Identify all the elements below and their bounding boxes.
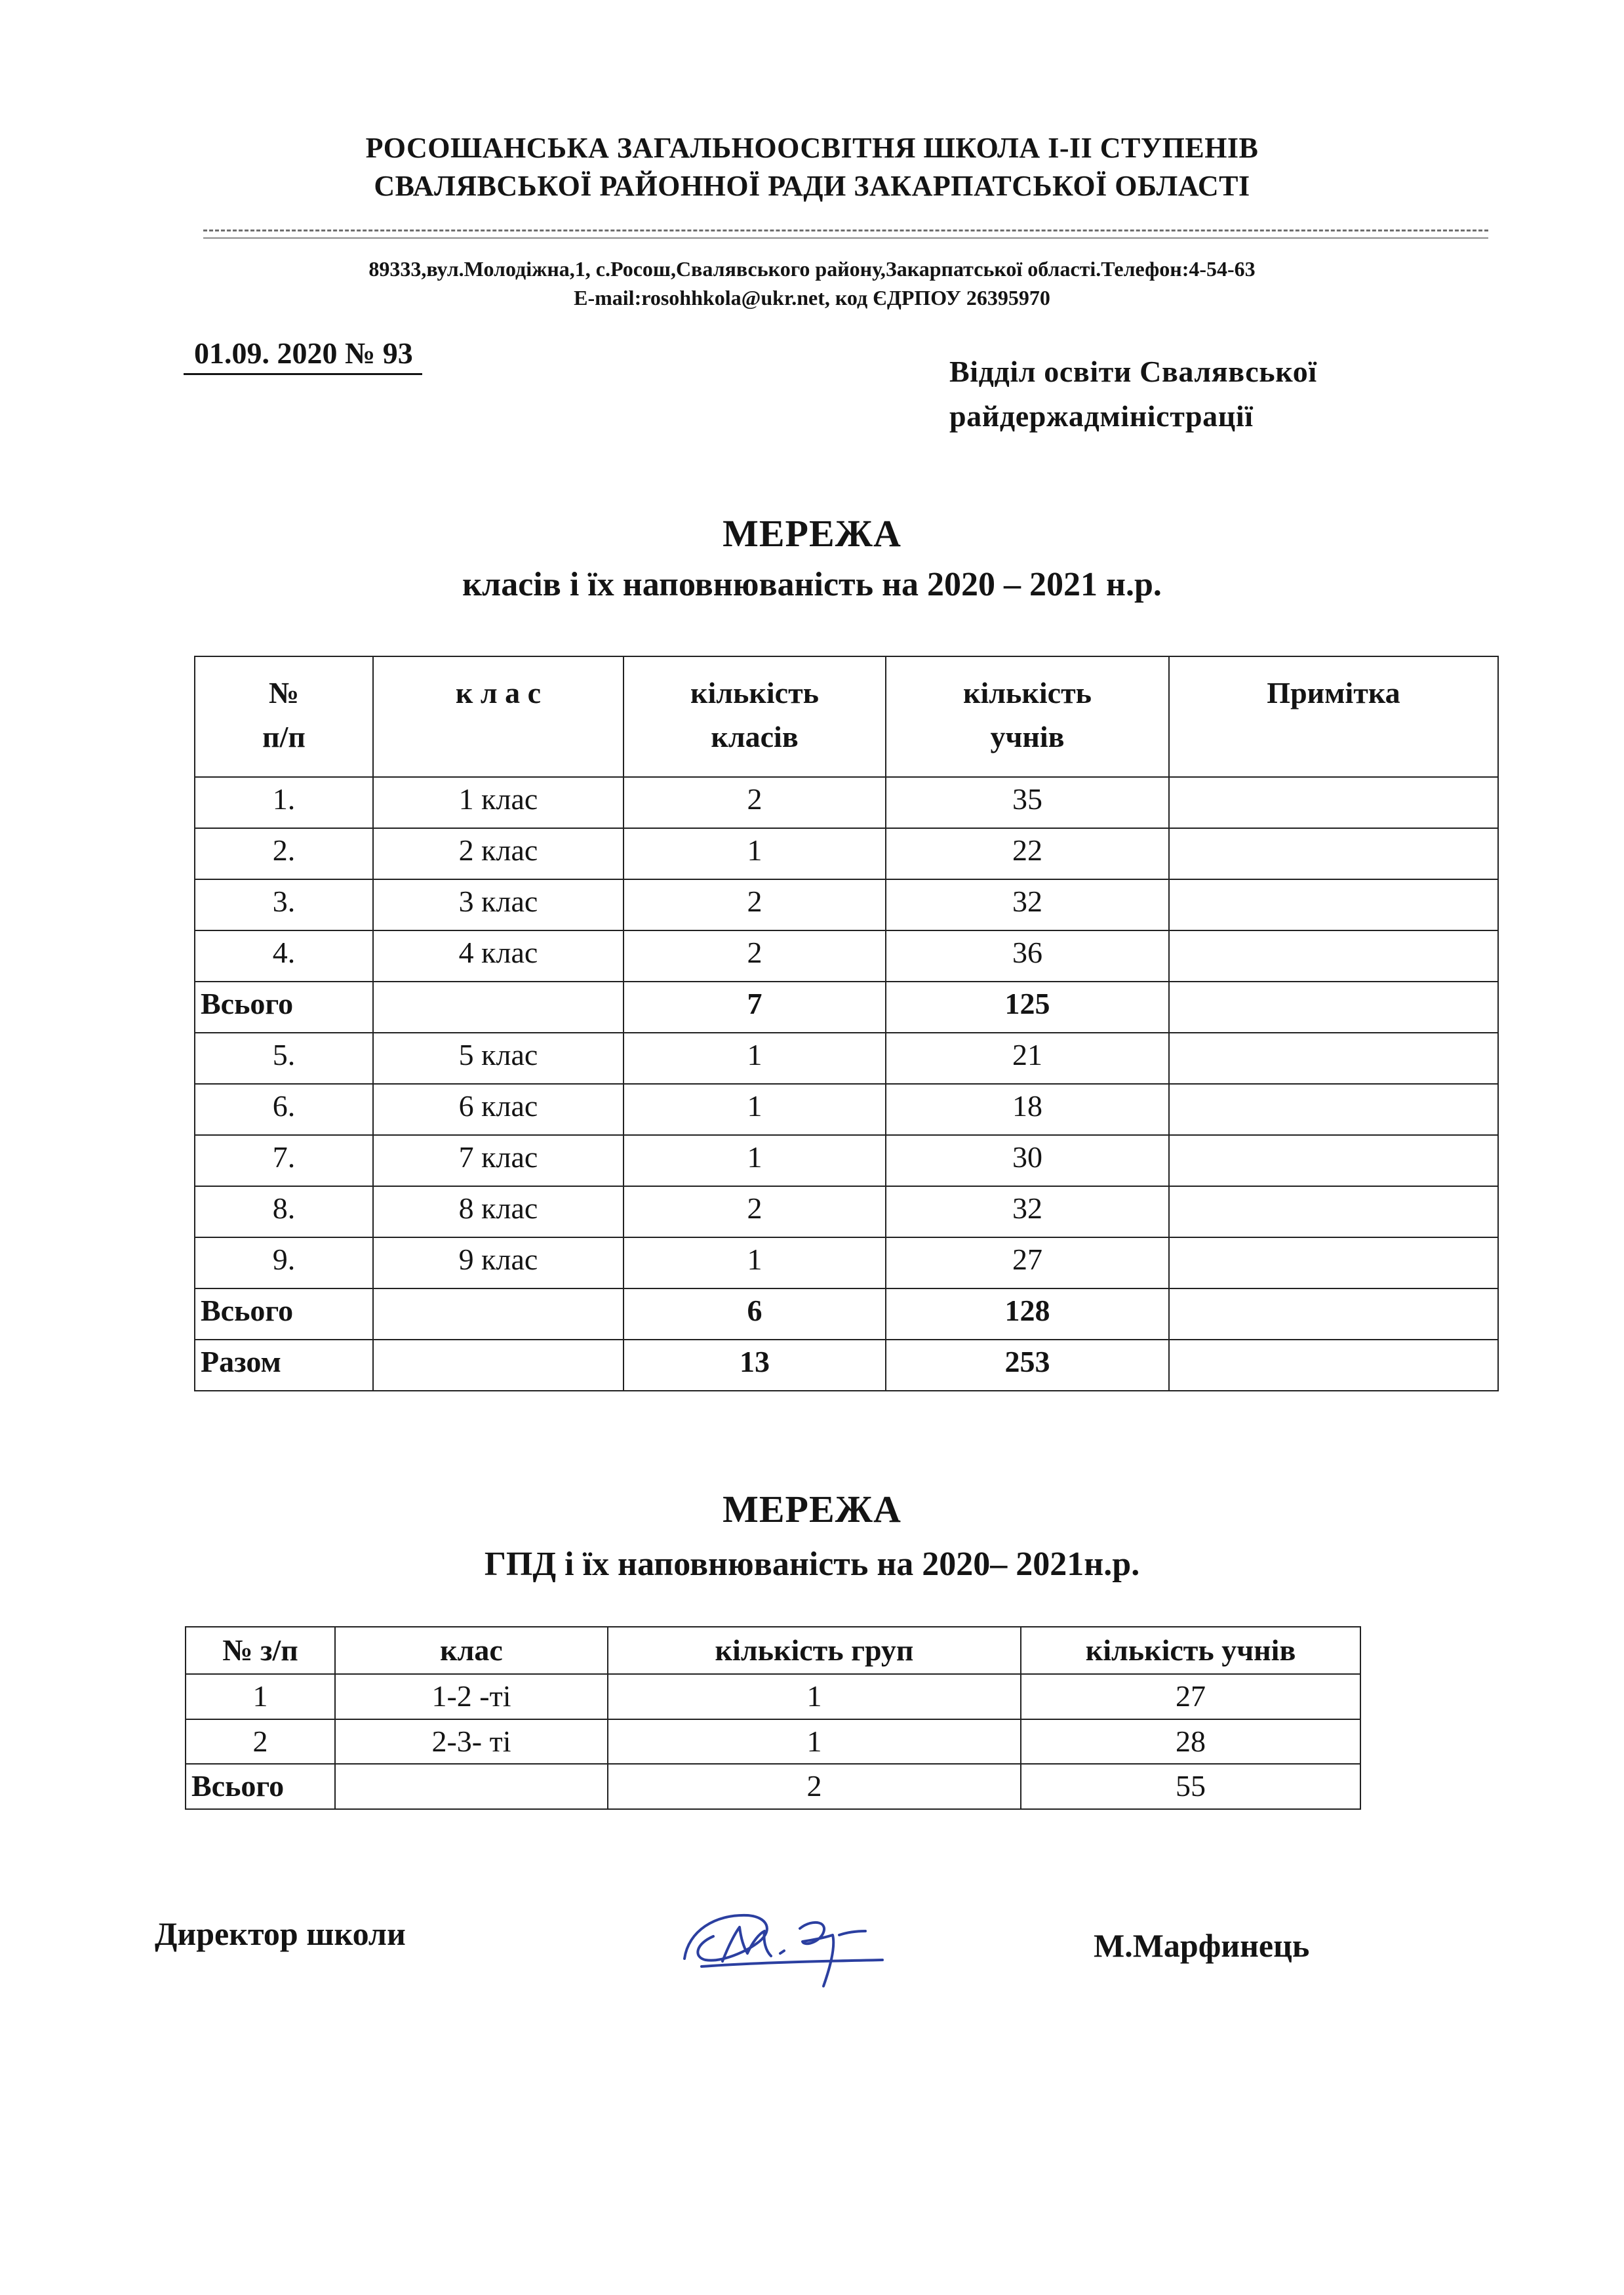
cell-note [1169,777,1498,828]
header-class: клас [335,1627,608,1674]
table-header-row [195,656,1498,777]
cell-class: 3 клас [373,879,624,930]
header-classes-count: кількість класів [624,656,886,777]
cell-num: 4. [195,930,373,982]
section2-subtitle: ГПД і їх наповнюваність на 2020– 2021н.р. [484,1546,1140,1583]
header-groups-count: кількість груп [608,1627,1021,1674]
cell-students-count: 27 [1021,1674,1360,1719]
cell-classes-count: 2 [624,777,886,828]
header-num: № з/п [186,1627,335,1674]
header-students-count: кількість учнів [886,656,1169,777]
cell-num: 6. [195,1084,373,1135]
header-students-count: кількість учнів [1021,1627,1360,1674]
cell-students-count: 35 [886,777,1169,828]
cell-num: Разом [195,1340,373,1391]
cell-note [1169,1135,1498,1186]
cell-class: 5 клас [373,1033,624,1084]
handwritten-signature [675,1898,885,1997]
cell-note [1169,982,1498,1033]
cell-classes-count: 7 [624,982,886,1033]
cell-students-count: 125 [886,982,1169,1033]
table-total-row [195,1288,1498,1340]
cell-classes-count: 1 [624,1237,886,1288]
cell-num: 1. [195,777,373,828]
cell-class: 7 клас [373,1135,624,1186]
cell-num: 5. [195,1033,373,1084]
cell-num: Всього [195,1288,373,1340]
cell-num: Всього [195,982,373,1033]
director-title: Директор школи [155,1915,406,1952]
cell-classes-count: 1 [624,1084,886,1135]
cell-class [373,982,624,1033]
cell-note [1169,1237,1498,1288]
table-row [186,1719,1360,1765]
cell-classes-count: 2 [624,879,886,930]
cell-class: 8 клас [373,1186,624,1237]
cell-classes-count: 1 [624,828,886,879]
cell-classes-count: 6 [624,1288,886,1340]
table-row [195,1186,1498,1237]
cell-students-count: 128 [886,1288,1169,1340]
cell-num: 8. [195,1186,373,1237]
cell-students-count: 28 [1021,1719,1360,1765]
cell-note [1169,879,1498,930]
table-row [195,1135,1498,1186]
cell-groups-count: 2 [608,1764,1021,1809]
cell-classes-count: 1 [624,1033,886,1084]
letterhead-divider-thin [203,237,1488,239]
cell-students-count: 30 [886,1135,1169,1186]
cell-class [335,1764,608,1809]
table-row [195,1033,1498,1084]
table-row [195,930,1498,982]
cell-note [1169,828,1498,879]
cell-num: Всього [186,1764,335,1809]
cell-num: 2. [195,828,373,879]
recipient-line1: Відділ освіти Свалявської [949,355,1317,388]
school-name-line2: СВАЛЯВСЬКОЇ РАЙОННОЇ РАДИ ЗАКАРПАТСЬКОЇ ОБЛАСТІ [374,170,1250,202]
table-total-row [186,1764,1360,1809]
letterhead-divider [203,230,1488,231]
cell-students-count: 32 [886,1186,1169,1237]
classes-network-table [194,656,1499,1391]
cell-note [1169,1340,1498,1391]
cell-students-count: 55 [1021,1764,1360,1809]
cell-num: 9. [195,1237,373,1288]
table-row [195,777,1498,828]
table-header-row [186,1627,1360,1674]
cell-students-count: 22 [886,828,1169,879]
cell-students-count: 32 [886,879,1169,930]
cell-class: 2 клас [373,828,624,879]
cell-students-count: 21 [886,1033,1169,1084]
header-num: № п/п [195,656,373,777]
cell-students-count: 253 [886,1340,1169,1391]
cell-class: 1-2 -ті [335,1674,608,1719]
section2-title: МЕРЕЖА [723,1488,901,1530]
section1-title: МЕРЕЖА [723,512,901,555]
cell-students-count: 27 [886,1237,1169,1288]
cell-class [373,1288,624,1340]
table-row [195,1084,1498,1135]
cell-students-count: 18 [886,1084,1169,1135]
cell-num: 7. [195,1135,373,1186]
cell-classes-count: 13 [624,1340,886,1391]
director-name: М.Марфинець [1094,1927,1310,1964]
table-row [195,879,1498,930]
recipient-line2: райдержадміністрації [949,399,1254,433]
cell-students-count: 36 [886,930,1169,982]
school-email: E-mail:rosohhkola@ukr.net, код ЄДРПОУ 26395970 [574,286,1050,309]
cell-note [1169,1084,1498,1135]
school-address: 89333,вул.Молодіжна,1, с.Росош,Свалявського району,Закарпатської області.Телефон:4-54-63 [368,257,1256,281]
cell-groups-count: 1 [608,1719,1021,1765]
table-total-row [195,982,1498,1033]
table-row [186,1674,1360,1719]
cell-classes-count: 2 [624,930,886,982]
cell-classes-count: 1 [624,1135,886,1186]
cell-class [373,1340,624,1391]
header-class: к л а с [373,656,624,777]
cell-groups-count: 1 [608,1674,1021,1719]
cell-note [1169,1186,1498,1237]
cell-num: 2 [186,1719,335,1765]
cell-note [1169,1033,1498,1084]
table-row [195,828,1498,879]
cell-class: 2-3- ті [335,1719,608,1765]
cell-class: 4 клас [373,930,624,982]
cell-classes-count: 2 [624,1186,886,1237]
document-reference: 01.09. 2020 № 93 [184,336,422,375]
cell-class: 9 клас [373,1237,624,1288]
cell-class: 1 клас [373,777,624,828]
cell-num: 3. [195,879,373,930]
section1-subtitle: класів і їх наповнюваність на 2020 – 2021 н.р. [462,566,1162,603]
school-name-line1: РОСОШАНСЬКА ЗАГАЛЬНООСВІТНЯ ШКОЛА І-ІІ СТУПЕНІВ [365,132,1259,164]
cell-note [1169,1288,1498,1340]
table-row [195,1237,1498,1288]
header-note: Примітка [1169,656,1498,777]
cell-class: 6 клас [373,1084,624,1135]
cell-num: 1 [186,1674,335,1719]
afterschool-groups-table [185,1626,1361,1810]
cell-note [1169,930,1498,982]
table-total-row [195,1340,1498,1391]
